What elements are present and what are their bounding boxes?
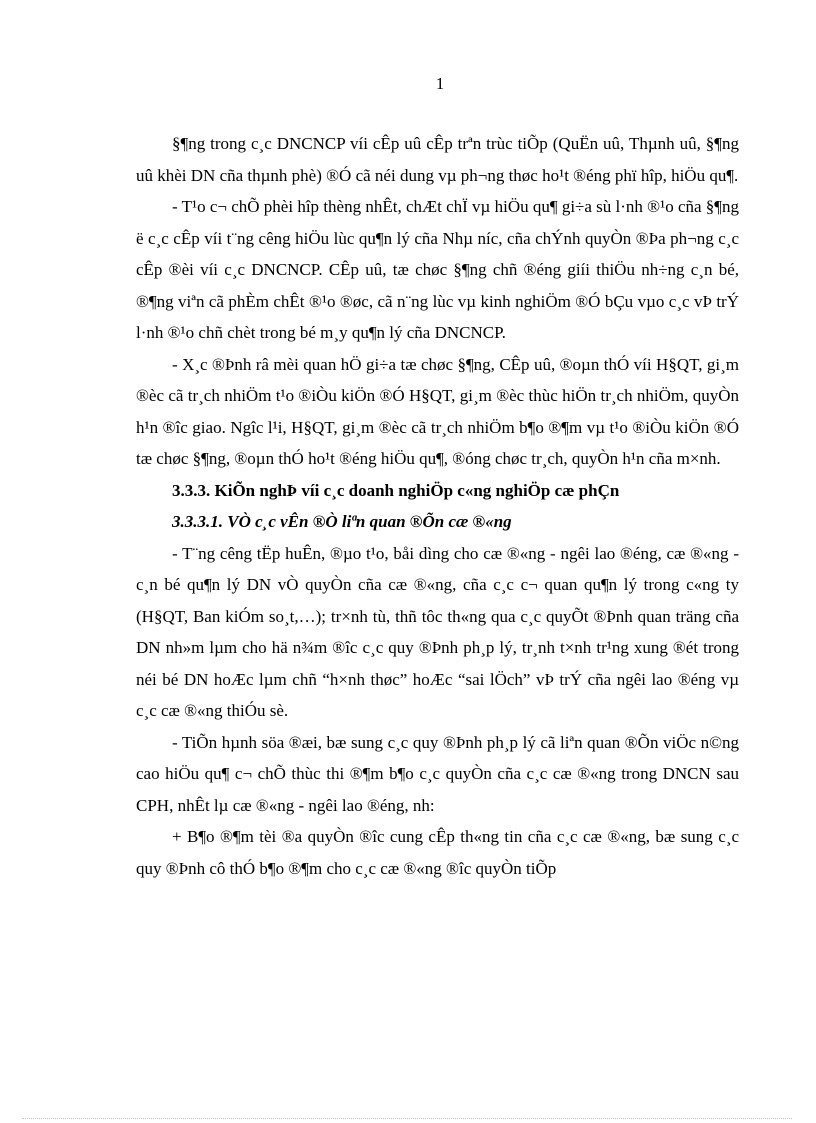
paragraph: §¶ng trong c¸c DNCNCP víi cÊp uû cÊp trªn trùc tiÕp (QuËn uû, Thµnh uû, §¶ng uû khèi DN cña thµnh phè) ®Ó cã néi dung vµ ph¬ng thøc ho¹t ®éng phï hîp, hiÖu qu¶. <box>136 134 739 185</box>
subsection-heading: 3.3.3.1. VÒ c¸c vÊn ®Ò liªn quan ®Õn cæ ®«ng <box>172 512 512 531</box>
page-number: 1 <box>435 74 445 93</box>
paragraph: - T¨ng cêng tËp huÊn, ®µo t¹o, båi dìng cho cæ ®«ng - ngêi lao ®éng, cæ ®«ng - c¸n bé qu¶n lý DN vÒ quyÒn cña cæ ®«ng, cña c¸c c¬ quan qu¶n lý trong c«ng ty (H§QT, Ban kiÓm so¸t,…); tr×nh tù, thñ tôc th«ng qua c¸c quyÕt ®Þnh quan träng cña DN nh»m lµm cho hä n¾m ®îc c¸c quy ®Þnh ph¸p lý, tr¸nh t×nh tr¹ng xung ®ét trong néi bé DN hoÆc lµm chñ “h×nh thøc” hoÆc “sai lÖch” vÞ trÝ cña ngêi lao ®éng vµ c¸c cæ ®«ng thiÓu sè. <box>136 543 739 720</box>
paragraph: + B¶o ®¶m tèi ®a quyÒn ®îc cung cÊp th«ng tin cña c¸c cæ ®«ng, bæ sung c¸c quy ®Þnh cô thÓ b¶o ®¶m cho c¸c cæ ®«ng ®îc quyÒn tiÕp <box>136 827 739 878</box>
footer-divider <box>22 1118 792 1119</box>
paragraph: - TiÕn hµnh söa ®æi, bæ sung c¸c quy ®Þnh ph¸p lý cã liªn quan ®Õn viÖc n©ng cao hiÖu qu¶ c¬ chÕ thùc thi ®¶m b¶o c¸c quyÒn cña c¸c cæ ®«ng trong DNCN sau CPH, nhÊt lµ cæ ®«ng - ngêi lao ®éng, nh: <box>136 732 739 815</box>
document-body <box>136 128 739 884</box>
paragraph: - X¸c ®Þnh râ mèi quan hÖ gi÷a tæ chøc §¶ng, CÊp uû, ®oµn thÓ víi H§QT, gi¸m ®èc cã tr¸ch nhiÖm t¹o ®iÒu kiÖn ®Ó H§QT, gi¸m ®èc thùc hiÖn tr¸ch nhiÖm, quyÒn h¹n ®îc giao. Ngîc l¹i, H§QT, gi¸m ®èc cã tr¸ch nhiÖm b¶o ®¶m vµ t¹o ®iÒu kiÖn ®Ó tæ chøc §¶ng, ®oµn thÓ ho¹t ®éng hiÖu qu¶, ®óng chøc tr¸ch, quyÒn h¹n cña m×nh. <box>136 354 739 468</box>
paragraph: - T¹o c¬ chÕ phèi hîp thèng nhÊt, chÆt chÏ vµ hiÖu qu¶ gi÷a sù l·nh ®¹o cña §¶ng ë c¸c cÊp víi t¨ng cêng hiÖu lùc qu¶n lý cña Nhµ níc, cña chÝnh quyÒn ®Þa ph¬ng c¸c cÊp ®èi víi c¸c DNCNCP. CÊp uû, tæ chøc §¶ng chñ ®éng giíi thiÖu nh÷ng c¸n bé, ®¶ng viªn cã phÈm chÊt ®¹o ®øc, cã n¨ng lùc vµ kinh nghiÖm ®Ó bÇu vµo c¸c vÞ trÝ l·nh ®¹o chñ chèt trong bé m¸y qu¶n lý cña DNCNCP. <box>136 197 739 342</box>
section-heading: 3.3.3. KiÕn nghÞ víi c¸c doanh nghiÖp c«ng nghiÖp cæ phÇn <box>172 480 620 500</box>
